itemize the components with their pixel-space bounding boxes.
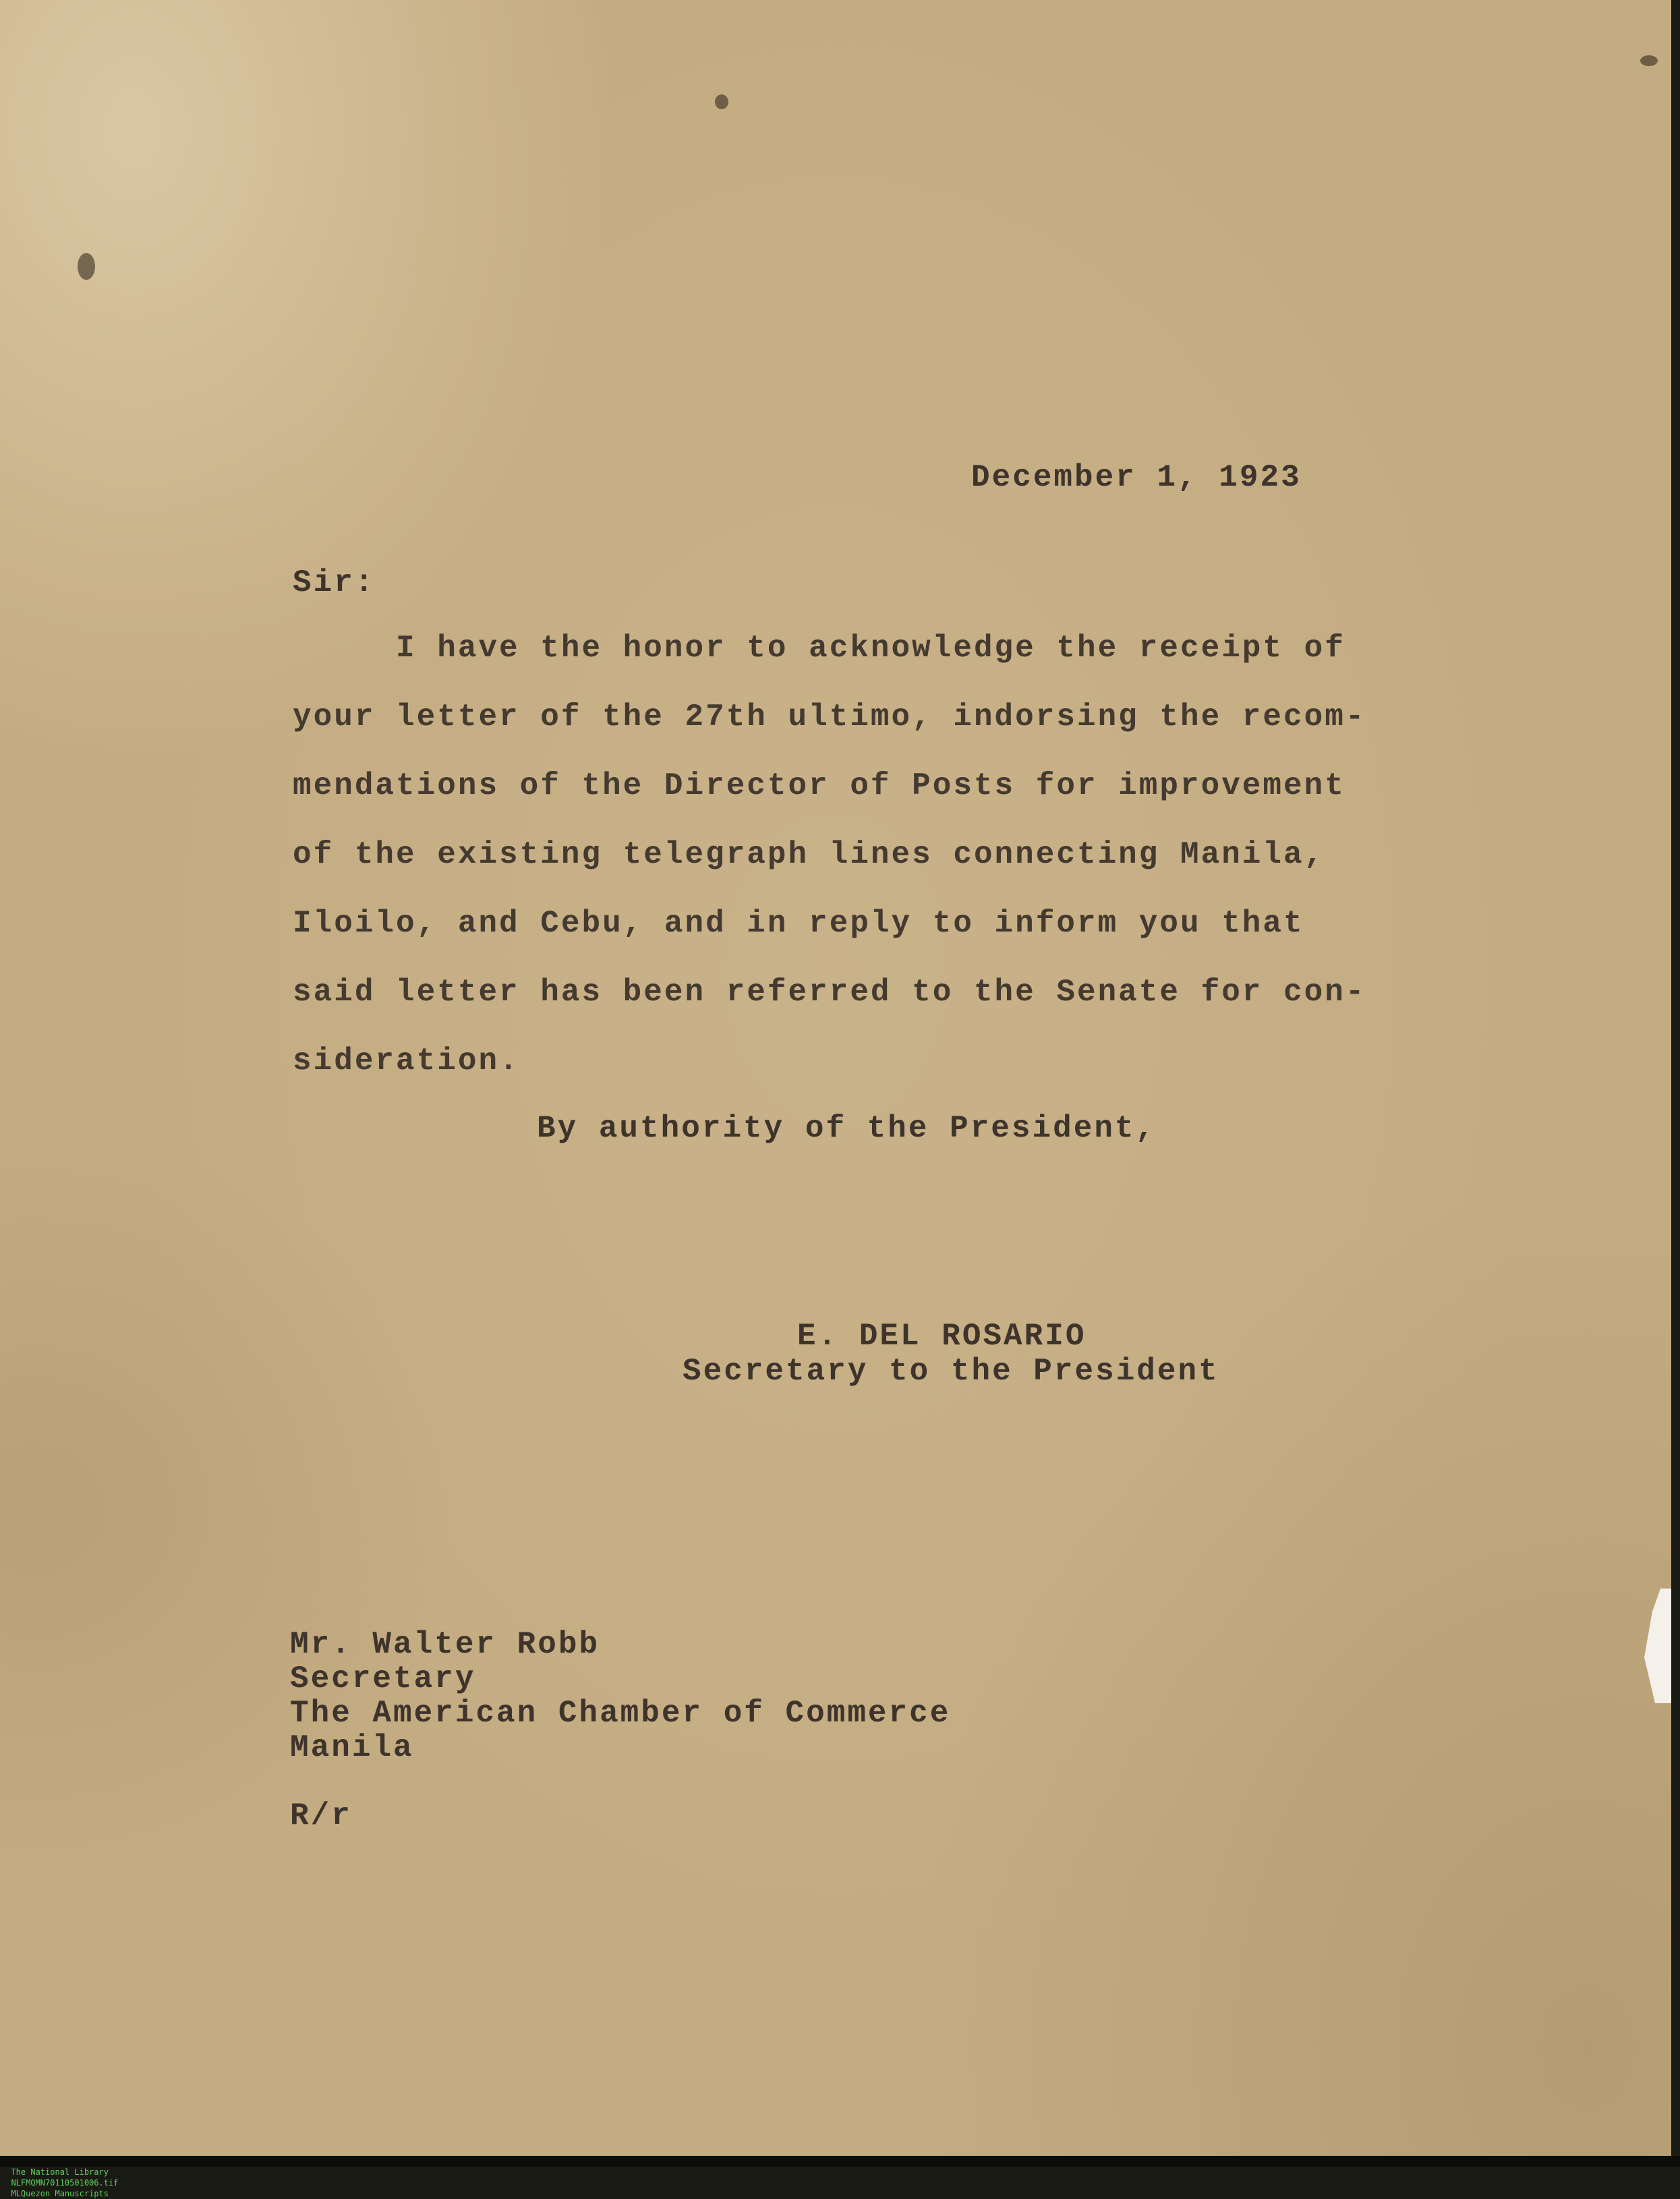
body-line: Iloilo, and Cebu, and in reply to inform you that	[293, 906, 1304, 941]
addressee-title: Secretary	[290, 1661, 476, 1696]
body-line: sideration.	[293, 1044, 520, 1079]
ink-spot	[1640, 55, 1658, 66]
torn-edge	[1644, 1589, 1671, 1703]
footer-institution: The National Library	[11, 2167, 109, 2177]
footer-file-id: NLFMQMN70110501006.tif	[11, 2178, 119, 2188]
body-line: I have the honor to acknowledge the receipt of	[293, 631, 1345, 666]
body-line: mendations of the Director of Posts for improvement	[293, 768, 1345, 803]
archive-footer	[0, 2156, 1680, 2198]
body-line: your letter of the 27th ultimo, indorsing the recom-	[293, 699, 1366, 735]
body-line: said letter has been referred to the Senate for con-	[293, 975, 1366, 1010]
reference-initials: R/r	[290, 1798, 352, 1833]
addressee-city: Manila	[290, 1730, 414, 1765]
letter-date: December 1, 1923	[971, 460, 1302, 495]
ink-spot	[715, 94, 728, 109]
footer-collection: MLQuezon Manuscripts	[11, 2189, 109, 2198]
addressee-organization: The American Chamber of Commerce	[290, 1696, 951, 1731]
addressee-name: Mr. Walter Robb	[290, 1627, 600, 1662]
signatory-name: E. DEL ROSARIO	[797, 1319, 1087, 1354]
ink-spot	[78, 253, 95, 280]
salutation: Sir:	[293, 565, 376, 600]
signatory-title: Secretary to the President	[683, 1354, 1219, 1389]
closing-line: By authority of the President,	[537, 1111, 1157, 1146]
body-line: of the existing telegraph lines connecting Manila,	[293, 837, 1325, 872]
